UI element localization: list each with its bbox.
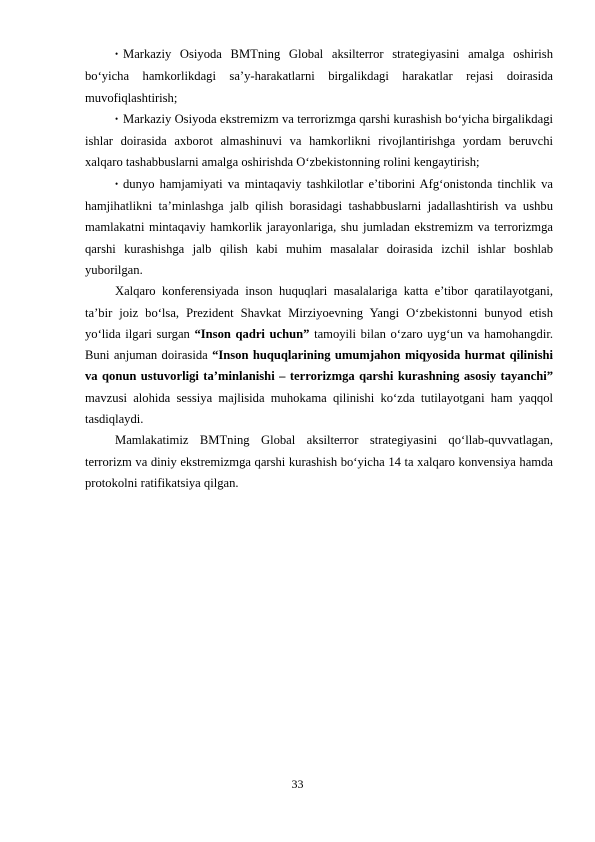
list-item (85, 174, 553, 281)
list-item (85, 109, 553, 174)
paragraph-conference (85, 281, 553, 430)
list-item-text: Markaziy Osiyoda ekstremizm va terrorizmga qarshi kurashish bo‘yicha birgalikdagi ishlar doirasida axborot almashinuvi va hamkorlikni rivojlantirishga yordam beruvchi xalqaro tashabbuslarni amalga oshirishda O‘zbekistonning rolini kengaytirish; (85, 111, 553, 170)
list-item (85, 44, 553, 109)
paragraph-conventions: Mamlakatimiz BMTning Global aksilterror strategiyasini qo‘llab-quvvatlagan, terrorizm va diniy ekstremizmga qarshi kurashish bo‘yicha 14 ta xalqaro konvensiya hamda protokolni ratifikatsiya qilgan. (85, 433, 553, 490)
list-item-text: dunyo hamjamiyati va mintaqaviy tashkilotlar e’tiborini Afg‘onistonda tinchlik va hamjihatlikni ta’minlashga jalb qilish borasidagi tashabbuslarni jadallashtirish va ushbu mamlakatni mintaqaviy hamkorlik jarayonlariga, shu jumladan ekstremizm va terrorizmga qarshi kurashishga jalb qilish kabi muhim masalalar doirasida izchil ishlar boshlab yuborilgan. (85, 176, 553, 277)
page-number: 33 (291, 777, 304, 791)
bullet-marker: • (115, 113, 119, 124)
bold-phrase: “Inson qadri uchun” (194, 326, 310, 341)
bullet-marker: • (115, 49, 119, 59)
bold-phrase: “Inson huquqlarining umumjahon miqyosida hurmat qilinishi va qonun ustuvorligi ta’minlanishi – terrorizmga qarshi kurashning asosiy tayanchi” (85, 348, 553, 384)
paragraph-text: Xalqaro konferensiyada inson huquqlari masalalariga katta e’tibor qaratilayotgani, ta’bir joiz bo‘lsa, Prezident Shavkat Mirziyoevning Yangi O‘zbekistonni bunyod etish yo‘lida ilgari surgan (85, 284, 553, 341)
page-body (85, 44, 553, 494)
list-item-text: Markaziy Osiyoda BMTning Global aksilterror strategiyasini amalga oshirish bo‘yicha hamkorlikdagi sa’y-harakatlarni birgalikdagi harakatlar rejasi doirasida muvofiqlashtirish; (85, 47, 553, 105)
paragraph-text: tamoyili bilan o‘zaro uyg‘un va hamohangdir. Buni anjuman doirasida (85, 326, 554, 363)
bullet-marker: • (115, 178, 119, 189)
paragraph-text: mavzusi alohida sessiya majlisida muhokama qilinishi ko‘zda tutilayotgani ham yaqqol tasdiqlaydi. (85, 390, 553, 427)
